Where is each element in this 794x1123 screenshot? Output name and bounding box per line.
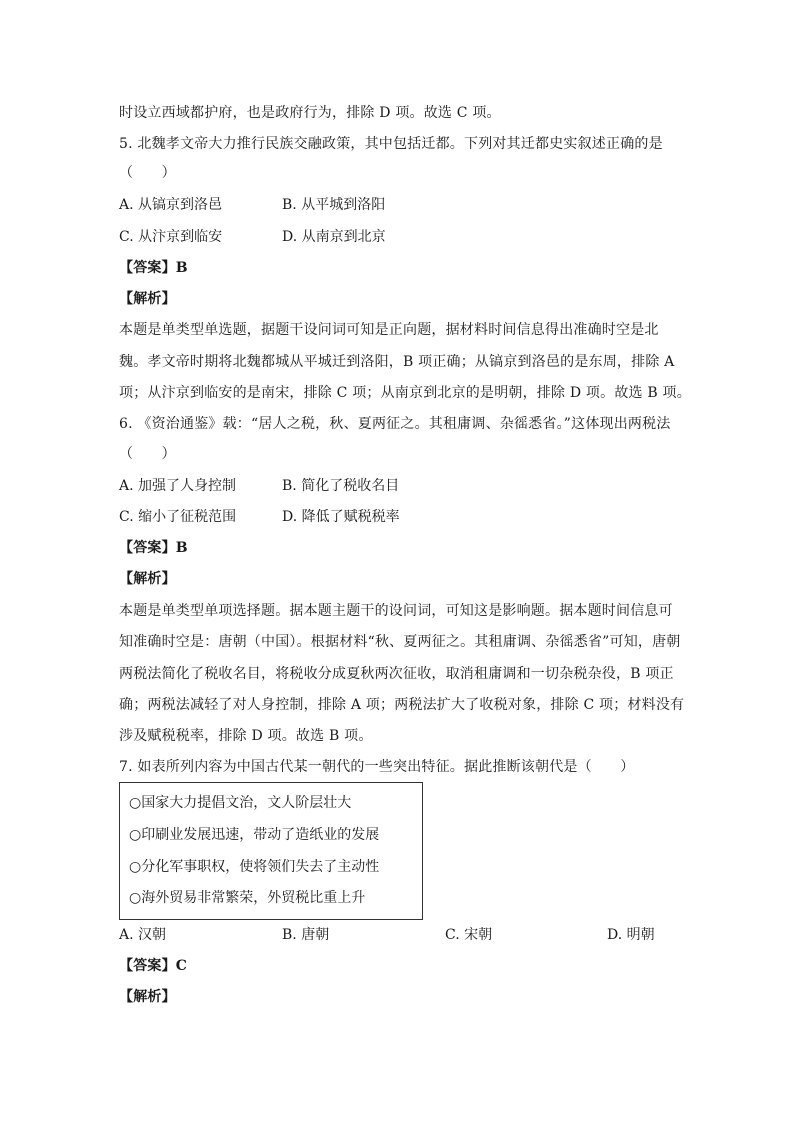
q6-stem: 6. 《资治通鉴》载：“居人之税，秋、夏两征之。其租庸调、杂徭悉省。”这体现出两税法 xyxy=(119,416,671,432)
q6-option-c: C. 缩小了征税范围 xyxy=(119,509,237,525)
q5-analysis-line: 魏。孝文帝时期将北魏都城从平城迁到洛阳，B 项正确；从镐京到洛邑的是东周，排除 A xyxy=(119,354,675,370)
q7-stem: 7. 如表所列内容为中国古代某一朝代的一些突出特征。据此推断该朝代是（ ） xyxy=(119,759,635,775)
q6-option-d: D. 降低了赋税税率 xyxy=(282,509,400,525)
q4-analysis-tail: 时设立西域都护府，也是政府行为，排除 D 项。故选 C 项。 xyxy=(119,105,501,121)
q5-option-c: C. 从汴京到临安 xyxy=(119,229,223,245)
q7-table-row: ○国家大力提倡文治，文人阶层壮大 xyxy=(129,795,352,811)
q7-option-b: B. 唐朝 xyxy=(282,927,330,943)
q5-paren: （ ） xyxy=(119,165,176,181)
q7-option-a: A. 汉朝 xyxy=(119,927,167,943)
q5-option-a: A. 从镐京到洛邑 xyxy=(119,197,223,213)
q5-analysis-label: 【解析】 xyxy=(119,291,176,307)
q7-option-c: C. 宋朝 xyxy=(445,927,493,943)
q6-analysis-line: 确；两税法减轻了对人身控制，排除 A 项；两税法扩大了收税对象，排除 C 项；材料没有 xyxy=(119,697,685,713)
q6-analysis-line: 涉及赋税税率，排除 D 项。故选 B 项。 xyxy=(119,728,373,744)
q7-table-row: ○分化军事职权，使将领们失去了主动性 xyxy=(129,859,380,875)
q7-feature-table xyxy=(119,782,423,920)
q7-table-row: ○印刷业发展迅速，带动了造纸业的发展 xyxy=(129,827,380,843)
q5-stem: 5. 北魏孝文帝大力推行民族交融政策，其中包括迁都。下列对其迁都史实叙述正确的是 xyxy=(119,136,663,152)
q5-answer: 【答案】B xyxy=(119,260,188,276)
q6-paren: （ ） xyxy=(119,446,176,462)
q6-option-a: A. 加强了人身控制 xyxy=(119,478,237,494)
q6-analysis-line: 两税法简化了税收名目，将税收分成夏秋两次征收，取消租庸调和一切杂税杂役，B 项正 xyxy=(119,666,674,682)
q7-option-d: D. 明朝 xyxy=(607,927,655,943)
q5-option-b: B. 从平城到洛阳 xyxy=(282,197,386,213)
q5-analysis-line: 本题是单类型单选题，据题干设问词可知是正向题，据材料时间信息得出准确时空是北 xyxy=(119,322,659,338)
q6-analysis-line: 本题是单类型单项选择题。据本题主题干的设问词，可知这是影响题。据本题时间信息可 xyxy=(119,603,673,619)
q7-table-row: ○海外贸易非常繁荣，外贸税比重上升 xyxy=(129,890,366,906)
q6-answer: 【答案】B xyxy=(119,540,188,556)
q7-answer: 【答案】C xyxy=(119,958,188,974)
q6-option-b: B. 简化了税收名目 xyxy=(282,478,400,494)
q5-analysis-line: 项；从汴京到临安的是南宋，排除 C 项；从南京到北京的是明朝，排除 D 项。故选 B 项。 xyxy=(119,385,691,401)
q7-analysis-label: 【解析】 xyxy=(119,989,176,1005)
q5-option-d: D. 从南京到北京 xyxy=(282,229,386,245)
q6-analysis-line: 知准确时空是：唐朝（中国）。根据材料“秋、夏两征之。其租庸调、杂徭悉省”可知，唐朝 xyxy=(119,634,681,650)
q6-analysis-label: 【解析】 xyxy=(119,571,176,587)
